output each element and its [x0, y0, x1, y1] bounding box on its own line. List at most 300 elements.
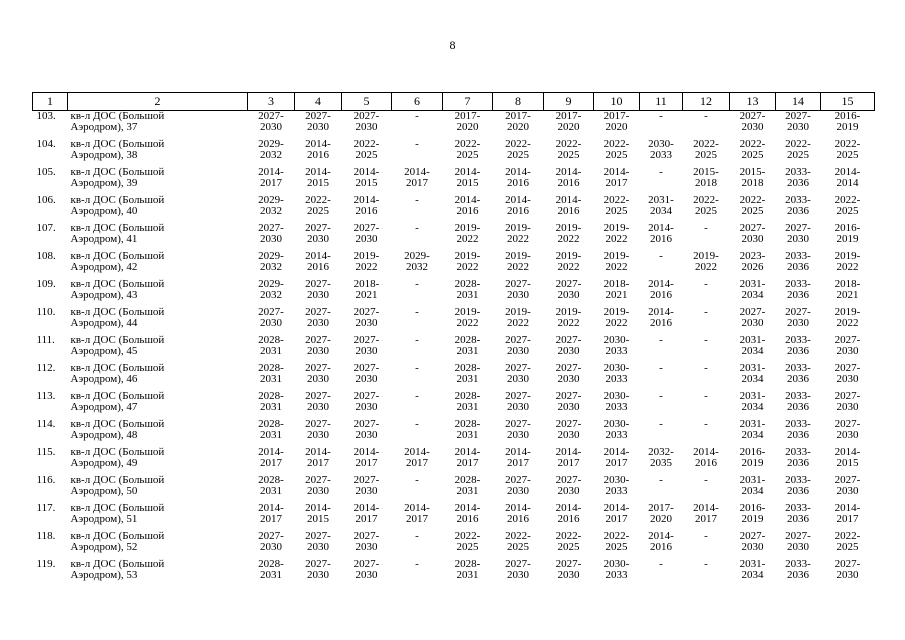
table-cell — [342, 307, 392, 335]
table-cell — [295, 279, 342, 307]
table-cell — [443, 531, 493, 559]
table-cell — [443, 139, 493, 167]
cell-line: 2025 — [355, 148, 378, 161]
row-name-line: кв-л ДОС (Большой — [70, 362, 165, 374]
cell-line: 2019- — [505, 250, 531, 262]
table-row — [33, 195, 875, 223]
row-number: 112. — [36, 362, 56, 374]
cell-line: 2033- — [785, 502, 811, 514]
cell-line: 2016 — [557, 204, 580, 217]
table-cell — [443, 391, 493, 419]
cell-line: 2025 — [605, 204, 628, 217]
cell-line: 2034 — [741, 428, 764, 441]
cell-line: - — [659, 418, 663, 430]
table-cell — [295, 363, 342, 391]
cell-line: 2035 — [650, 456, 672, 469]
cell-line: - — [704, 278, 708, 290]
table-cell — [776, 391, 821, 419]
cell-line: 2030 — [557, 344, 580, 357]
cell-line: 2030 — [557, 568, 580, 581]
cell-line: - — [415, 558, 419, 570]
table-cell — [821, 335, 875, 363]
cell-line: 2019- — [505, 306, 531, 318]
cell-line: 2017- — [505, 110, 531, 122]
cell-line: 2014- — [648, 306, 674, 318]
table-cell — [776, 475, 821, 503]
row-number: 105. — [36, 166, 56, 178]
cell-line: 2017 — [557, 456, 580, 469]
cell-line: 2030 — [355, 316, 378, 329]
cell-line: 2025 — [836, 204, 859, 217]
table-cell — [594, 167, 640, 195]
cell-line: - — [659, 390, 663, 402]
cell-line: 2036 — [787, 568, 809, 581]
cell-line: 2014- — [693, 502, 719, 514]
cell-line: 2014- — [603, 446, 630, 458]
cell-line: 2030 — [355, 484, 378, 497]
cell-line: 2014- — [603, 166, 630, 178]
row-name-line: кв-л ДОС (Большой — [70, 418, 165, 430]
cell-line: 2022- — [603, 138, 630, 150]
row-name-line: кв-л ДОС (Большой — [70, 530, 165, 542]
table-cell — [248, 503, 295, 531]
table-row — [33, 503, 875, 531]
cell-line: 2030 — [836, 568, 859, 581]
table-cell — [776, 307, 821, 335]
cell-line: 2027- — [353, 110, 380, 122]
table-cell — [776, 167, 821, 195]
cell-line: 2033- — [785, 558, 811, 570]
table-cell — [392, 195, 443, 223]
cell-line: 2036 — [787, 484, 809, 497]
row-name-line: кв-л ДОС (Большой — [70, 278, 165, 290]
column-header: 3 — [248, 93, 295, 111]
cell-line: 2028- — [454, 474, 481, 486]
table-cell — [392, 559, 443, 587]
cell-line: 2014- — [258, 502, 284, 514]
cell-line: 2027- — [739, 110, 766, 122]
cell-line: 2014- — [454, 194, 481, 206]
cell-line: 2016 — [650, 232, 672, 245]
cell-line: 2027- — [353, 390, 380, 402]
table-cell — [821, 251, 875, 279]
cell-line: 2030 — [355, 540, 378, 553]
table-cell — [776, 419, 821, 447]
table-cell — [730, 419, 776, 447]
table-cell — [493, 363, 544, 391]
cell-line: 2027- — [785, 222, 811, 234]
table-cell — [730, 475, 776, 503]
cell-line: 2027- — [785, 110, 811, 122]
table-cell — [392, 419, 443, 447]
cell-line: 2031 — [260, 400, 282, 413]
table-cell — [493, 391, 544, 419]
table-cell — [493, 531, 544, 559]
cell-line: 2014- — [505, 166, 531, 178]
cell-line: 2028- — [258, 362, 284, 374]
table-cell — [443, 363, 493, 391]
row-name-line: Аэродром), 46 — [70, 372, 138, 385]
cell-line: 2014- — [555, 166, 582, 178]
table-cell — [776, 139, 821, 167]
cell-line: 2022 — [557, 316, 580, 329]
cell-line: 2025 — [507, 540, 529, 553]
table-cell — [443, 111, 493, 140]
cell-line: 2016- — [834, 110, 861, 122]
cell-line: 2014- — [693, 446, 719, 458]
cell-line: 2030 — [307, 288, 329, 301]
column-header: 8 — [493, 93, 544, 111]
column-header: 13 — [730, 93, 776, 111]
cell-line: 2019 — [741, 456, 764, 469]
cell-line: 2028- — [454, 558, 481, 570]
cell-line: - — [704, 306, 708, 318]
cell-line: 2027- — [505, 474, 531, 486]
cell-line: 2030- — [648, 138, 674, 150]
cell-line: 2033 — [605, 484, 628, 497]
cell-line: 2027- — [505, 390, 531, 402]
table-cell — [776, 223, 821, 251]
cell-line: 2030 — [307, 484, 329, 497]
cell-line: 2027- — [258, 306, 284, 318]
table-cell — [443, 475, 493, 503]
cell-line: 2019- — [603, 250, 630, 262]
cell-line: 2027- — [353, 222, 380, 234]
cell-line: - — [659, 250, 663, 262]
table-cell — [821, 279, 875, 307]
row-name — [68, 503, 248, 531]
cell-line: 2015 — [307, 176, 329, 189]
table-cell — [443, 195, 493, 223]
cell-line: - — [415, 222, 419, 234]
table-cell — [248, 139, 295, 167]
cell-line: 2033- — [785, 474, 811, 486]
table-cell — [295, 391, 342, 419]
cell-line: 2022- — [739, 194, 766, 206]
cell-line: 2030- — [603, 390, 630, 402]
cell-line: 2025 — [605, 148, 628, 161]
cell-line: 2030- — [603, 418, 630, 430]
cell-line: 2031 — [260, 428, 282, 441]
cell-line: 2036 — [787, 428, 809, 441]
cell-line: 2022- — [693, 138, 719, 150]
cell-line: 2016 — [307, 148, 329, 161]
cell-line: - — [704, 110, 708, 122]
cell-line: 2017- — [555, 110, 582, 122]
table-cell — [544, 531, 594, 559]
cell-line: 2036 — [787, 204, 809, 217]
cell-line: 2027- — [305, 334, 331, 346]
cell-line: 2025 — [787, 148, 809, 161]
table-cell — [821, 419, 875, 447]
cell-line: 2014- — [454, 166, 481, 178]
cell-line: 2032 — [260, 148, 282, 161]
row-name-line: кв-л ДОС (Большой — [70, 334, 165, 346]
cell-line: 2020 — [605, 120, 628, 133]
cell-line: 2016- — [739, 502, 766, 514]
cell-line: 2014- — [353, 446, 380, 458]
table-cell — [730, 363, 776, 391]
table-cell — [443, 419, 493, 447]
cell-line: 2014 — [836, 176, 859, 189]
cell-line: 2016 — [650, 540, 672, 553]
table-row — [33, 419, 875, 447]
cell-line: 2017 — [260, 456, 282, 469]
table-cell — [640, 531, 683, 559]
cell-line: 2031- — [739, 390, 766, 402]
cell-line: 2036 — [787, 260, 809, 273]
cell-line: 2030 — [307, 232, 329, 245]
cell-line: 2014- — [404, 502, 430, 514]
cell-line: 2030 — [355, 344, 378, 357]
table-cell — [683, 419, 730, 447]
cell-line: 2031- — [739, 558, 766, 570]
cell-line: 2022- — [603, 194, 630, 206]
cell-line: 2028- — [454, 418, 481, 430]
cell-line: 2022 — [605, 232, 628, 245]
cell-line: 2027- — [353, 362, 380, 374]
table-cell — [342, 335, 392, 363]
cell-line: 2031 — [260, 372, 282, 385]
cell-line: 2025 — [507, 148, 529, 161]
table-cell — [493, 335, 544, 363]
table-cell — [544, 307, 594, 335]
cell-line: 2027- — [305, 110, 331, 122]
cell-line: 2033 — [650, 148, 672, 161]
table-cell — [594, 251, 640, 279]
table-row — [33, 251, 875, 279]
cell-line: - — [415, 138, 419, 150]
table-cell — [342, 503, 392, 531]
cell-line: 2019- — [454, 306, 481, 318]
table-cell — [392, 307, 443, 335]
cell-line: 2027- — [305, 474, 331, 486]
table-cell — [342, 447, 392, 475]
row-name-line: кв-л ДОС (Большой — [70, 446, 165, 458]
row-name-line: Аэродром), 45 — [70, 344, 138, 357]
cell-line: 2022 — [456, 232, 479, 245]
table-cell — [683, 531, 730, 559]
cell-line: 2027- — [305, 558, 331, 570]
cell-line: 2027- — [555, 278, 582, 290]
cell-line: 2020 — [456, 120, 479, 133]
cell-line: 2014- — [454, 502, 481, 514]
table-cell — [544, 279, 594, 307]
cell-line: 2028- — [258, 418, 284, 430]
cell-line: 2030 — [557, 288, 580, 301]
cell-line: 2034 — [741, 400, 764, 413]
cell-line: 2014- — [305, 502, 331, 514]
cell-line: 2022- — [834, 530, 861, 542]
cell-line: 2027- — [739, 530, 766, 542]
cell-line: - — [659, 558, 663, 570]
cell-line: 2017 — [406, 456, 428, 469]
cell-line: 2036 — [787, 176, 809, 189]
cell-line: 2016 — [507, 204, 529, 217]
cell-line: 2030 — [355, 232, 378, 245]
cell-line: 2030 — [507, 400, 529, 413]
cell-line: 2027- — [258, 110, 284, 122]
table-row — [33, 559, 875, 587]
row-number: 111. — [36, 334, 55, 346]
cell-line: 2031- — [648, 194, 674, 206]
cell-line: 2027- — [505, 334, 531, 346]
cell-line: 2030 — [260, 232, 282, 245]
cell-line: 2030 — [307, 344, 329, 357]
row-name-line: Аэродром), 48 — [70, 428, 138, 441]
cell-line: 2014- — [555, 194, 582, 206]
cell-line: 2031 — [456, 400, 479, 413]
cell-line: 2025 — [557, 148, 580, 161]
table-cell — [248, 531, 295, 559]
cell-line: 2019 — [836, 232, 859, 245]
cell-line: 2030 — [836, 484, 859, 497]
row-name-line: кв-л ДОС (Большой — [70, 558, 165, 570]
cell-line: 2030 — [260, 120, 282, 133]
cell-line: 2022- — [305, 194, 331, 206]
table-cell — [683, 559, 730, 587]
cell-line: 2016- — [834, 222, 861, 234]
cell-line: 2033- — [785, 446, 811, 458]
cell-line: 2017 — [406, 512, 428, 525]
cell-line: 2033- — [785, 194, 811, 206]
row-name — [68, 111, 248, 140]
table-cell — [730, 503, 776, 531]
table-cell — [493, 559, 544, 587]
cell-line: 2027- — [555, 334, 582, 346]
table-cell — [776, 503, 821, 531]
table-cell — [594, 559, 640, 587]
cell-line: 2036 — [787, 400, 809, 413]
row-name-line: Аэродром), 40 — [70, 204, 138, 217]
table-cell — [594, 363, 640, 391]
table-cell — [776, 251, 821, 279]
row-number: 104. — [36, 138, 56, 150]
cell-line: 2030- — [603, 558, 630, 570]
table-cell — [493, 111, 544, 140]
cell-line: 2027- — [834, 334, 861, 346]
cell-line: 2030 — [307, 120, 329, 133]
table-row — [33, 475, 875, 503]
table-cell — [443, 559, 493, 587]
cell-line: 2034 — [741, 344, 764, 357]
cell-line: 2025 — [456, 148, 479, 161]
row-number: 109. — [36, 278, 56, 290]
table-row — [33, 111, 875, 140]
cell-line: 2014- — [648, 222, 674, 234]
table-cell — [640, 167, 683, 195]
header-row — [33, 93, 875, 111]
cell-line: 2021 — [605, 288, 628, 301]
table-cell — [248, 223, 295, 251]
row-name — [68, 363, 248, 391]
cell-line: 2025 — [557, 540, 580, 553]
table-cell — [640, 223, 683, 251]
cell-line: 2014- — [834, 166, 861, 178]
table-cell — [683, 167, 730, 195]
row-number: 116. — [36, 474, 56, 486]
cell-line: 2030 — [557, 428, 580, 441]
cell-line: 2027- — [739, 306, 766, 318]
table-cell — [594, 195, 640, 223]
row-name-line: Аэродром), 47 — [70, 400, 138, 413]
page-number: 8 — [449, 38, 456, 52]
row-name-line: Аэродром), 37 — [70, 120, 138, 133]
table-cell — [342, 167, 392, 195]
table-cell — [730, 447, 776, 475]
cell-line: 2030 — [307, 568, 329, 581]
table-cell — [392, 111, 443, 140]
cell-line: 2030 — [741, 232, 764, 245]
row-name — [68, 307, 248, 335]
cell-line: 2025 — [605, 540, 628, 553]
cell-line: 2030 — [557, 372, 580, 385]
cell-line: 2014- — [353, 194, 380, 206]
cell-line: 2014- — [505, 446, 531, 458]
row-name — [68, 251, 248, 279]
table-cell — [594, 391, 640, 419]
table-cell — [493, 503, 544, 531]
cell-line: 2030 — [307, 428, 329, 441]
table-cell — [248, 167, 295, 195]
cell-line: 2027- — [353, 474, 380, 486]
cell-line: 2030 — [355, 568, 378, 581]
cell-line: 2022- — [555, 530, 582, 542]
cell-line: 2030 — [741, 120, 764, 133]
table-cell — [493, 195, 544, 223]
cell-line: 2033- — [785, 166, 811, 178]
row-number: 113. — [36, 390, 56, 402]
cell-line: 2030 — [260, 540, 282, 553]
table-cell — [493, 419, 544, 447]
schedule-table — [32, 92, 875, 587]
cell-line: 2036 — [787, 512, 809, 525]
cell-line: 2016- — [739, 446, 766, 458]
column-header: 1 — [33, 93, 68, 111]
table-cell — [544, 167, 594, 195]
cell-line: 2032 — [260, 204, 282, 217]
column-header: 7 — [443, 93, 493, 111]
cell-line: - — [415, 278, 419, 290]
table-cell — [248, 307, 295, 335]
cell-line: 2030 — [836, 372, 859, 385]
cell-line: 2034 — [741, 372, 764, 385]
table-cell — [295, 167, 342, 195]
table-cell — [821, 307, 875, 335]
cell-line: 2031- — [739, 474, 766, 486]
table-cell — [730, 139, 776, 167]
cell-line: 2031 — [456, 372, 479, 385]
cell-line: 2034 — [650, 204, 672, 217]
cell-line: 2014- — [505, 502, 531, 514]
row-name-line: Аэродром), 43 — [70, 288, 138, 301]
row-name-line: кв-л ДОС (Большой — [70, 250, 165, 262]
column-header: 9 — [544, 93, 594, 111]
table-cell — [594, 111, 640, 140]
table-cell — [821, 195, 875, 223]
table-cell — [443, 279, 493, 307]
table-cell — [295, 419, 342, 447]
cell-line: 2034 — [741, 568, 764, 581]
row-name — [68, 195, 248, 223]
table-cell — [730, 279, 776, 307]
row-name-line: Аэродром), 44 — [70, 316, 138, 329]
cell-line: 2031 — [456, 344, 479, 357]
table-cell — [640, 111, 683, 140]
table-cell — [640, 475, 683, 503]
cell-line: 2030 — [836, 428, 859, 441]
cell-line: 2028- — [258, 334, 284, 346]
